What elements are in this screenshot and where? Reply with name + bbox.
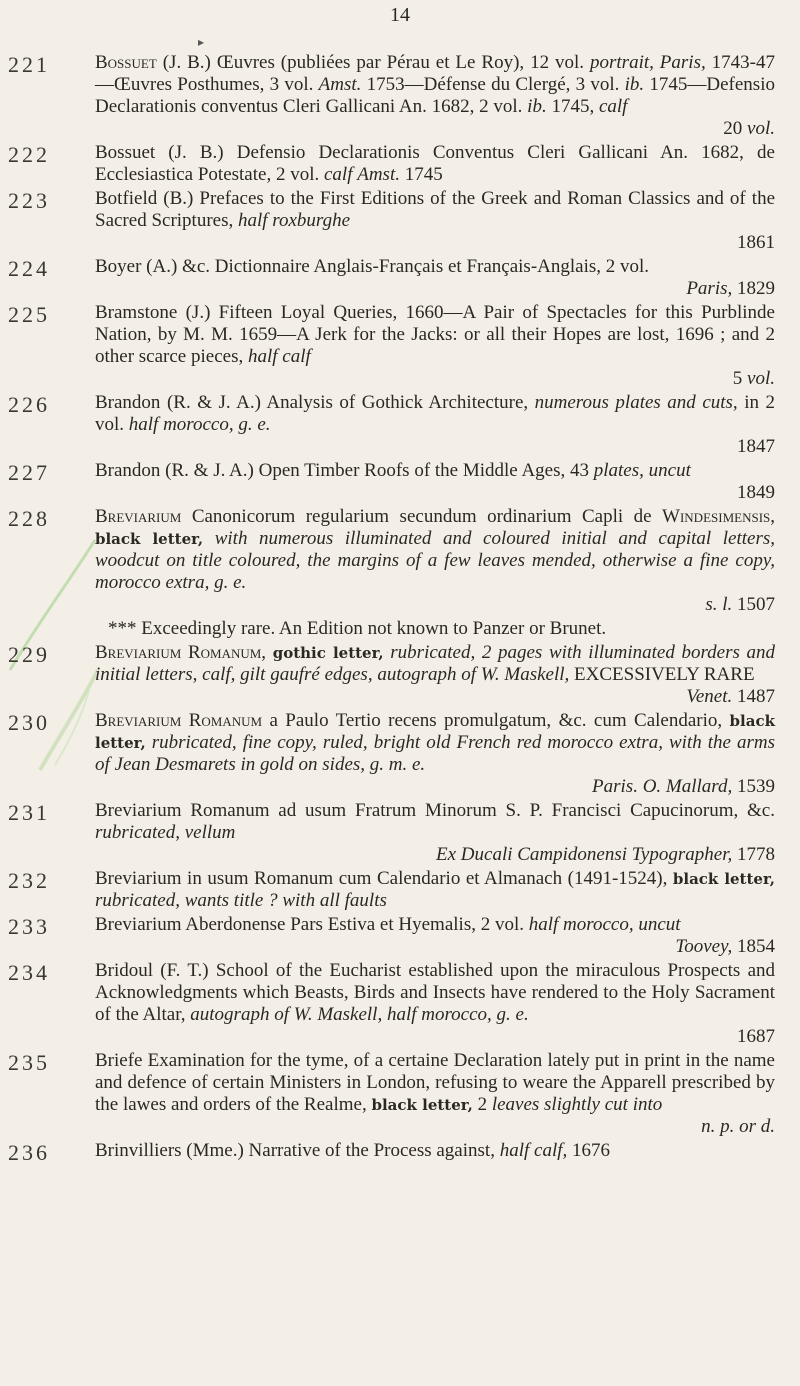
entry-imprint: 5 vol. (732, 368, 775, 389)
catalogue-entry (0, 142, 800, 186)
lot-number: 230 (8, 710, 50, 735)
catalogue-entry (0, 914, 800, 958)
lot-number: 236 (8, 1140, 50, 1165)
lot-number: 223 (8, 188, 50, 213)
catalogue-entry (0, 710, 800, 798)
entry-description: Bossuet (J. B.) Defensio Declarationis Conventus Cleri Gallicani An. 1682, de Ecclesiastica Potestate, 2 vol. calf Amst. 1745 (95, 142, 775, 185)
entry-description: Bossuet (J. B.) Œuvres (publiées par Pérau et Le Roy), 12 vol. portrait, Paris, 1743-47—Œuvres Posthumes, 3 vol. Amst. 1753—Défense du Clergé, 3 vol. ib. 1745—Defensio Declarationis conventus Cleri Gallicani An. 1682, 2 vol. ib. 1745, calf 20 vol. (95, 52, 775, 139)
lot-number: 231 (8, 800, 50, 825)
catalogue-entry (0, 1050, 800, 1138)
entry-description: Breviarium Aberdonense Pars Estiva et Hyemalis, 2 vol. half morocco, uncut Toovey, 1854 (95, 914, 775, 957)
entry-imprint: 1861 (737, 232, 775, 253)
entry-description: Brandon (R. & J. A.) Analysis of Gothick Architecture, numerous plates and cuts, in 2 vol. half morocco, g. e. 1847 (95, 392, 775, 457)
lot-number: 221 (8, 52, 50, 77)
entry-imprint: Ex Ducali Campidonensi Typographer, 1778 (436, 844, 775, 865)
lot-number: 228 (8, 506, 50, 531)
entry-description: Brinvilliers (Mme.) Narrative of the Process against, half calf, 1676 (95, 1140, 611, 1161)
catalogue-entry (0, 506, 800, 616)
entry-imprint: Paris, 1829 (686, 278, 775, 299)
catalogue-entry (0, 256, 800, 300)
catalogue-entry (0, 1140, 800, 1165)
catalogue-entry (0, 868, 800, 912)
entry-description: Botfield (B.) Prefaces to the First Editions of the Greek and Roman Classics and of the Sacred Scriptures, half roxburghe 1861 (95, 188, 775, 253)
catalogue-entry (0, 188, 800, 254)
entry-imprint: Venet. 1487 (686, 686, 775, 707)
catalogue-entry (0, 642, 800, 708)
entry-description: Brandon (R. & J. A.) Open Timber Roofs of the Middle Ages, 43 plates, uncut 1849 (95, 460, 775, 503)
entry-list (0, 52, 800, 1164)
entry-description: Bridoul (F. T.) School of the Eucharist established upon the miraculous Prospects and Acknowledgments which Beasts, Birds and Insects have rendered to the Holy Sacrament of the Altar, autograph of W. Maskell, half morocco, g. e. 1687 (95, 960, 775, 1047)
lot-number: 234 (8, 960, 50, 985)
catalogue-entry (0, 800, 800, 866)
entry-imprint: 1847 (737, 436, 775, 457)
lot-number: 227 (8, 460, 50, 485)
entry-description: Breviarium Romanum, gothic letter, rubricated, 2 pages with illuminated borders and initial letters, calf, gilt gaufré edges, autograph of W. Maskell, EXCESSIVELY RARE Venet. 1487 (95, 642, 776, 707)
entry-description: Boyer (A.) &c. Dictionnaire Anglais-Français et Français-Anglais, 2 vol. Paris, 1829 (95, 256, 775, 299)
entry-imprint: 1687 (737, 1026, 775, 1047)
lot-number: 232 (8, 868, 50, 893)
lot-number: 233 (8, 914, 50, 939)
lot-number: 222 (8, 142, 50, 167)
entry-imprint: 1849 (737, 482, 775, 503)
entry-imprint: Toovey, 1854 (675, 936, 775, 957)
lot-number: 226 (8, 392, 50, 417)
entry-description: Bramstone (J.) Fifteen Loyal Queries, 1660—A Pair of Spectacles for this Purblinde Nation, by M. M. 1659—A Jerk for the Jacks: or all their Hopes are lost, 1696 ; and 2 other scarce pieces, half calf 5 vol. (95, 302, 775, 389)
catalogue-entry (0, 392, 800, 458)
entry-description: Breviarium in usum Romanum cum Calendario et Almanach (1491-1524), black letter, rubricated, wants title ? with all faults (95, 868, 775, 911)
printer-mark: ▸ (198, 35, 205, 49)
entry-description: Breviarium Canonicorum regularium secundum ordinarium Capli de Windesimensis, black letter, with numerous illuminated and coloured initial and capital letters, woodcut on title coloured, the margins of a few leaves mended, otherwise a fine copy, morocco extra, g. e. s. l. 1507 (95, 506, 776, 615)
catalogue-entry (0, 960, 800, 1048)
lot-number: 224 (8, 256, 50, 281)
entry-description: Briefe Examination for the tyme, of a certaine Declaration lately put in print in the name and defence of certain Ministers in London, refusing to weare the Apparell prescribed by the lawes and orders of the Realme, black letter, 2 leaves slightly cut into n. p. or d. (95, 1050, 775, 1137)
page-number: 14 (390, 4, 410, 26)
entry-imprint: 20 vol. (723, 118, 775, 139)
entry-description: Breviarium Romanum ad usum Fratrum Minorum S. P. Francisci Capucinorum, &c. rubricated, vellum Ex Ducali Campidonensi Typographer, 1778 (95, 800, 775, 865)
entry-imprint: Paris. O. Mallard, 1539 (592, 776, 775, 797)
catalogue-entry (0, 302, 800, 390)
entry-imprint: s. l. 1507 (705, 594, 775, 615)
lot-number: 235 (8, 1050, 50, 1075)
entry-note: *** Exceedingly rare. An Edition not known to Panzer or Brunet. (108, 618, 607, 639)
catalogue-entry (0, 460, 800, 504)
lot-number: 225 (8, 302, 50, 327)
lot-number: 229 (8, 642, 50, 667)
entry-imprint: n. p. or d. (701, 1116, 775, 1137)
catalogue-entry (0, 52, 800, 140)
entry-description: Breviarium Romanum a Paulo Tertio recens promulgatum, &c. cum Calendario, black letter, rubricated, fine copy, ruled, bright old French red morocco extra, with the arms of Jean Desmarets in gold on sides, g. m. e. Paris. O. Mallard, 1539 (95, 710, 775, 797)
